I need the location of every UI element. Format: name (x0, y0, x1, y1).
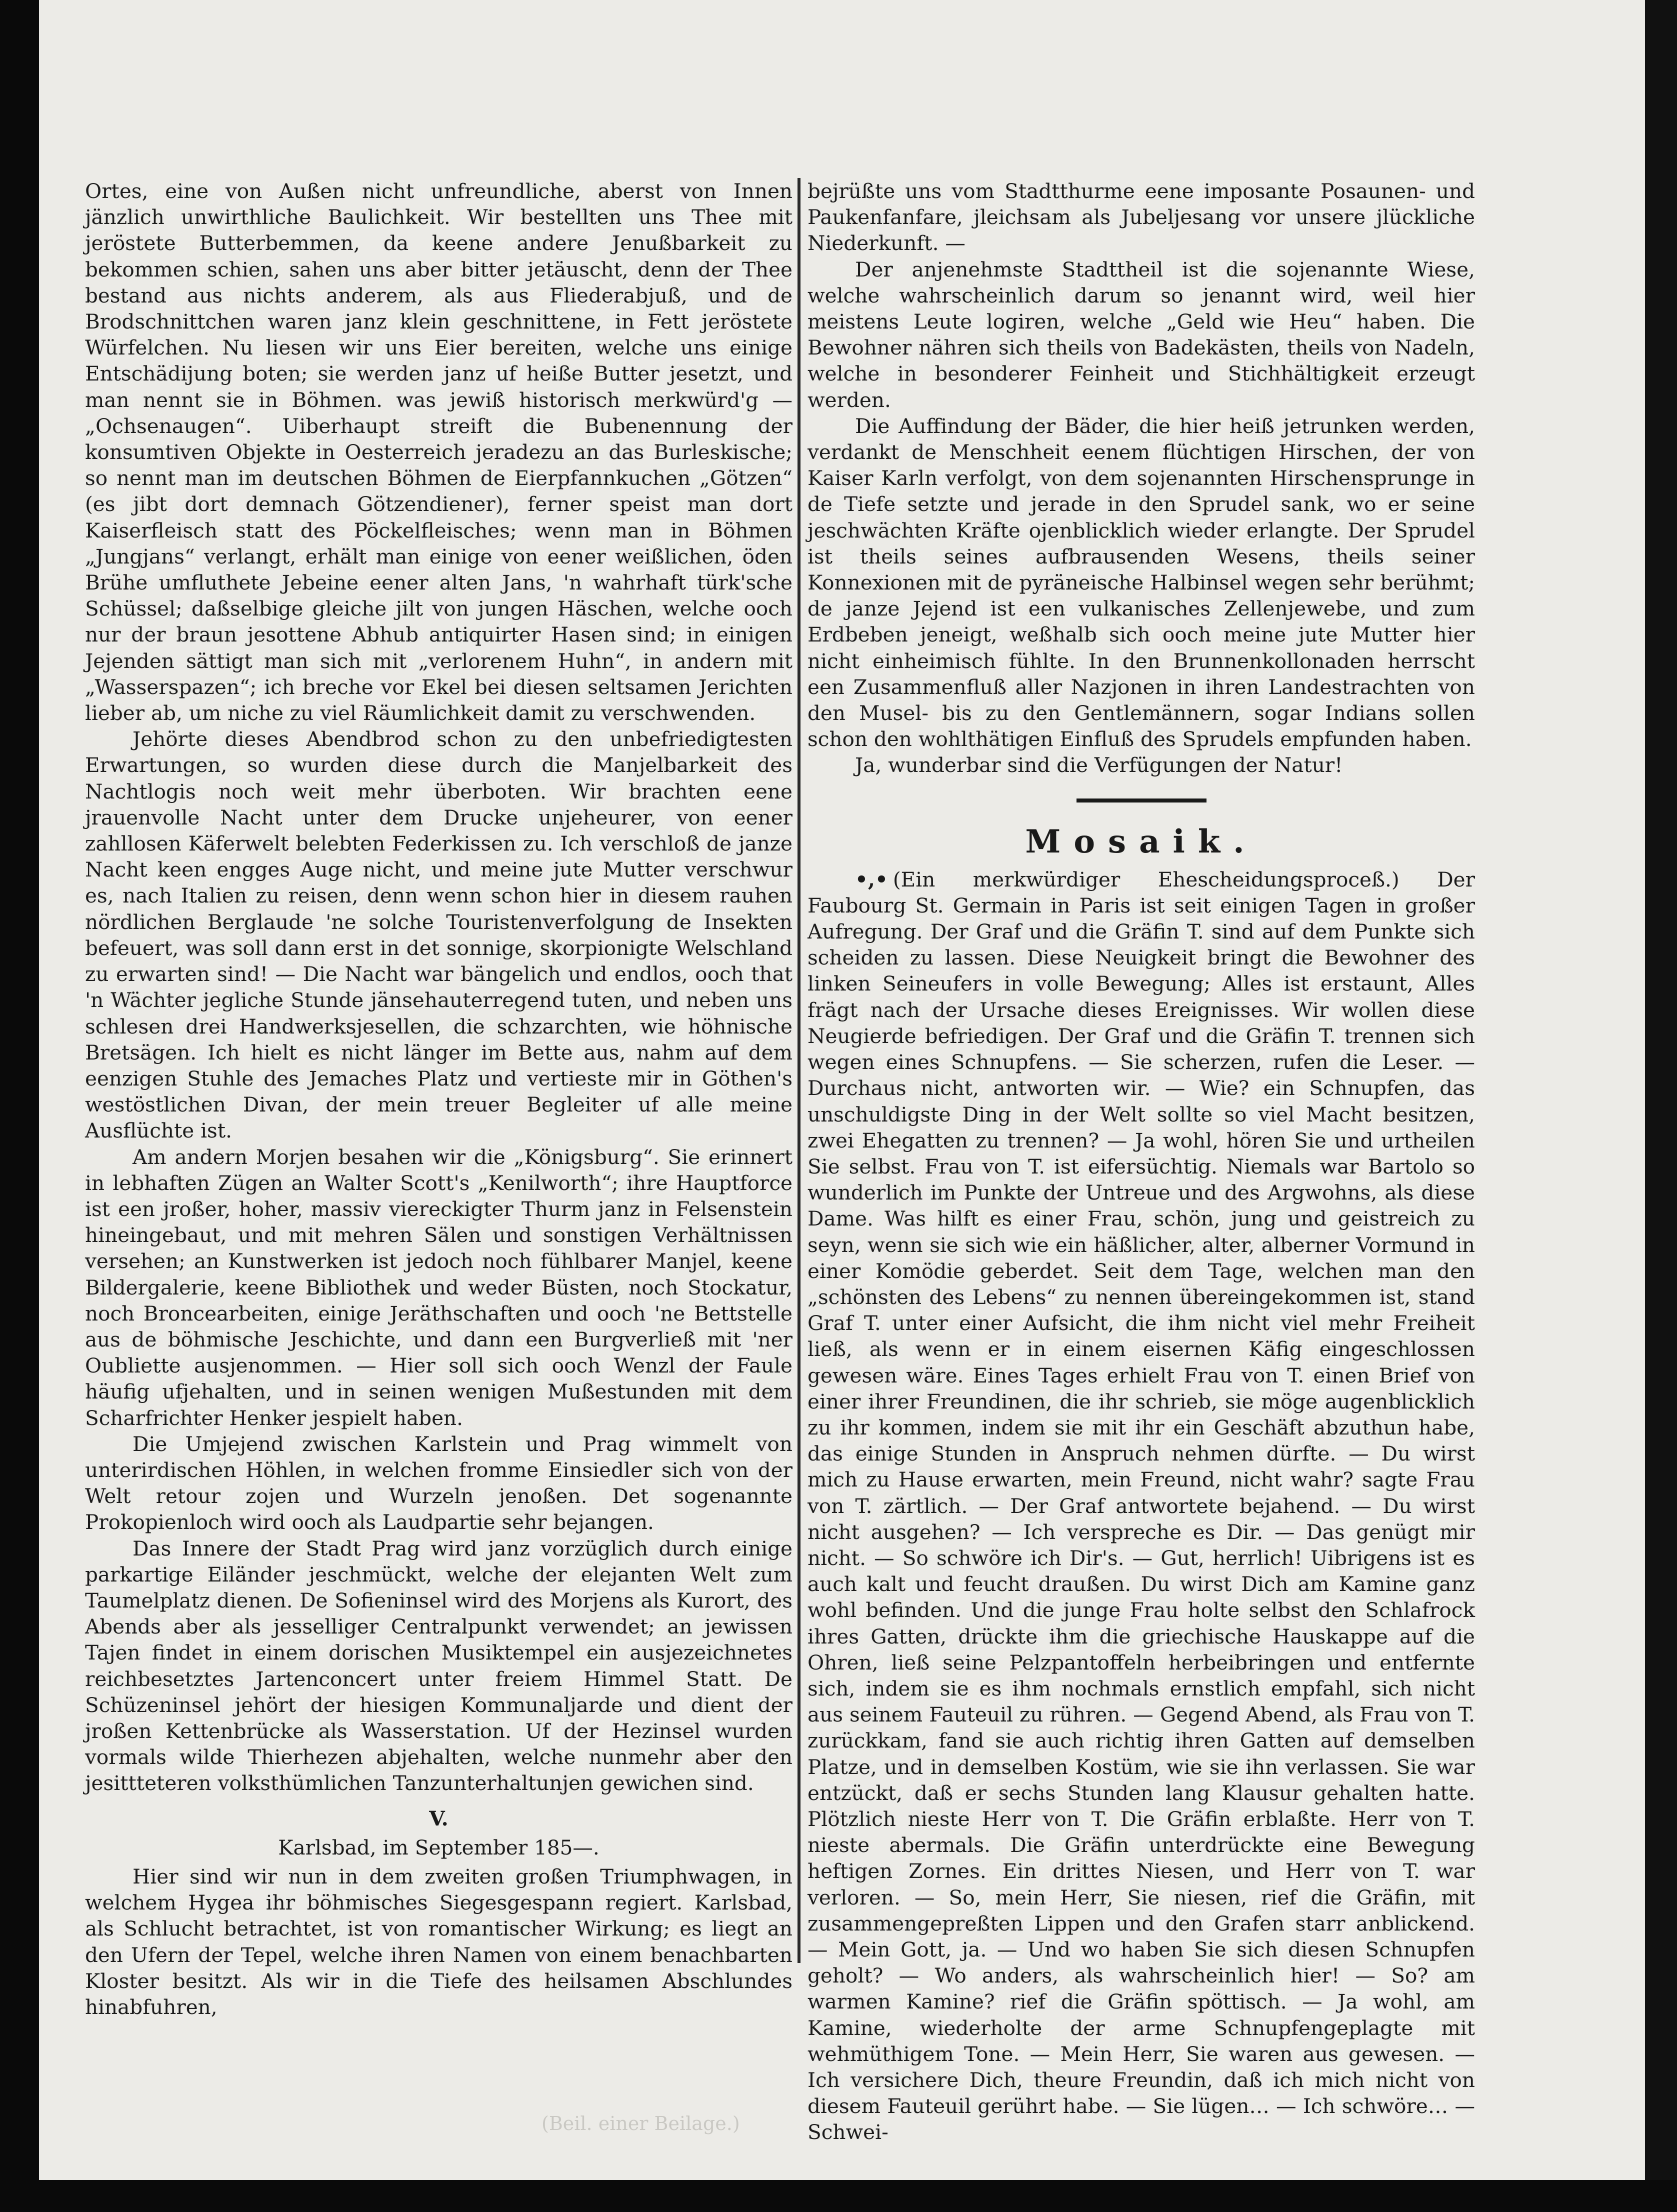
section-number: V. (429, 1806, 448, 1830)
paragraph: Ortes, eine von Außen nicht unfreundliche, aberst von Innen jänzlich unwirthliche Baulichkeit. Wir bestellten uns Thee mit jeröstete Butterbemmen, da keene andere Jenußbarkeit zu bekommen schien, sahen uns aber bitter jetäuscht, denn der Thee bestand aus nichts anderem, als aus Fliederabjuß, und de Brodschnittchen waren janz klein geschnittene, in Fett jeröstete Würfelchen. Nu liesen wir uns Eier bereiten, welche uns einige Entschädijung boten; sie werden janz uf heiße Butter jesetzt, und man nennt sie in Böhmen. was jewiß historisch merkwürd'g — „Ochsenaugen“. Uiberhaupt streift die Bubenennung der konsumtiven Objekte in Oesterreich jeradezu an das Burleskische; so nennt man im deutschen Böhmen de Eierpfannkuchen „Götzen“ (es jibt dort demnach Götzendiener), ferner speist man dort Kaiserfleisch statt des Pöckelfleisches; wenn man in Böhmen „Jungjans“ verlangt, erhält man einige von eener weißlichen, öden Brühe umfluthete Jebeine eener alten Jans, 'n wahrhaft türk'sche Schüssel; daßselbige gleiche jilt von jungen Häschen, welche ooch nur der braun jesottene Abhub antiquirter Hasen sind; in einigen Jejenden sättigt man sich mit „verlorenem Huhn“, in andern mit „Wasserspazen“; ich breche vor Ekel bei diesen seltsamen Jerichten lieber ab, um niche zu viel Räumlichkeit damit zu verschwenden. (85, 179, 792, 726)
scan-edge (1645, 0, 1677, 2212)
column-divider (798, 178, 800, 1963)
paragraph: Ja, wunderbar sind die Verfügungen der Natur! (855, 753, 1343, 778)
paragraph: Jehörte dieses Abendbrod schon zu den unbefriedigtesten Erwartungen, so wurden diese durch die Manjelbarkeit des Nachtlogis noch weit mehr überboten. Wir brachten eene jrauenvolle Nacht unter dem Drucke unjeheurer, von eener zahllosen Käferwelt belebten Federkissen zu. Ich verschloß de janze Nacht keen engges Auge nicht, und meine jute Mutter verschwur es, nach Italien zu reisen, denn wenn schon hier in diesem rauhen nördlichen Berglaude 'ne solche Touristenverfolgung de Insekten befeuert, was soll dann erst in det sonnige, skorpionigte Welschland zu erwarten sind! — Die Nacht war bängelich und endlos, ooch that 'n Wächter jegliche Stunde jänsehauterregend tuten, und neben uns schlesen drei Handwerksjesellen, die schzarchten, wie höhnische Bretsägen. Ich hielt es nicht länger im Bette aus, nahm auf dem eenzigen Stuhle des Jemaches Platz und vertieste mir in Göthen's westöstlichen Divan, der mein treuer Begleiter uf alle meine Ausflüchte ist. (85, 727, 792, 1143)
asterism-icon: •,• (855, 867, 888, 892)
right-column (808, 178, 1475, 2146)
section-place-date: Karlsbad, im September 185—. (278, 1835, 600, 1860)
bleed-through-text: (Beil. einer Beilage.) (542, 2112, 740, 2134)
paragraph-text: (Ein merkwürdiger Ehescheidungsproceß.) Der Faubourg St. Germain in Paris ist seit einigen Tagen in großer Aufregung. Der Graf und die Gräfin T. sind auf dem Punkte sich scheiden zu lassen. Diese Neuigkeit bringt die Bewohner des linken Seineufers in volle Bewegung; Alles ist erstaunt, Alles frägt nach der Ursache dieses Ereignisses. Wir wollen diese Neugierde befriedigen. Der Graf und die Gräfin T. trennen sich wegen eines Schnupfens. — Sie scherzen, rufen die Leser. — Durchaus nicht, antworten wir. — Wie? ein Schnupfen, das unschuldigste Ding in der Welt sollte so viel Macht besitzen, zwei Ehegatten zu trennen? — Ja wohl, hören Sie und urtheilen Sie selbst. Frau von T. ist eifersüchtig. Niemals war Bartolo so wunderlich im Punkte der Untreue und des Argwohns, als diese Dame. Was hilft es einer Frau, schön, jung und geistreich zu seyn, wenn sie sich wie ein häßlicher, alter, alberner Vormund in einer Komödie geberdet. Seit dem Tage, welchen man den „schönsten des Lebens“ zu nennen übereingekommen ist, stand Graf T. unter einer Aufsicht, die ihm nicht viel mehr Freiheit ließ, als wenn er in einem eisernen Käfig eingeschlossen gewesen wäre. Eines Tages erhielt Frau von T. einen Brief von einer ihrer Freundinen, die ihr schrieb, sie möge augenblicklich zu ihr kommen, indem sie mit ihr ein Geschäft abzuthun habe, das einige Stunden in Anspruch nehmen dürfte. — Du wirst mich zu Hause erwarten, mein Freund, nicht wahr? sagte Frau von T. zärtlich. — Der Graf antwortete bejahend. — Du wirst nicht ausgehen? — Ich verspreche es Dir. — Das genügt mir nicht. — So schwöre ich Dir's. — Gut, herrlich! Uibrigens ist es auch kalt und feucht draußen. Du wirst Dich am Kamine ganz wohl befinden. Und die junge Frau holte selbst den Schlafrock ihres Gatten, drückte ihm die griechische Hauskappe auf die Ohren, ließ seine Pelzpantoffeln herbeibringen und entfernte sich, indem sie es ihm nochmals ernstlich empfahl, sich nicht aus seinem Fauteuil zu rühren. — Gegend Abend, als Frau von T. zurückkam, fand sie auch richtig ihren Gatten auf demselben Platze, und in demselben Kostüm, wie sie ihn verlassen. Sie war entzückt, daß er sechs Stunden lang Klausur gehalten hatte. Plötzlich nieste Herr von T. Die Gräfin erblaßte. Herr von T. nieste abermals. Die Gräfin unterdrückte eine Bewegung heftigen Zornes. Ein drittes Niesen, und Herr von T. war verloren. — So, mein Herr, Sie niesen, rief die Gräfin, mit zusammengepreßten Lippen und den Grafen starr anblickend. — Mein Gott, ja. — Und wo haben Sie sich diesen Schnupfen geholt? — Wo anders, als wahrscheinlich hier! — So? am warmen Kamine? rief die Gräfin spöttisch. — Ja wohl, am Kamine, wiederholte der arme Schnupfengeplagte mit wehmüthigem Tone. — Mein Herr, Sie waren aus gewesen. — Ich versichere Dich, theure Freundin, daß ich mich nicht von diesem Fauteuil gerührt habe. — Sie lügen… — Ich schwöre… — Schwei- (808, 867, 1475, 2144)
scan-edge-bottom (0, 2180, 1677, 2212)
paragraph: Das Innere der Stadt Prag wird janz vorzüglich durch einige parkartige Eiländer jeschmückt, welche der elejanten Welt zum Taumelplatz dienen. De Sofieninsel wird des Morjens als Kurort, des Abends aber als jesselliger Centralpunkt verwendet; an jewissen Tajen findet in einem dorischen Musiktempel ein ausjezeichnetes reichbesetztes Jartenconcert unter freiem Himmel Statt. De Schüzeninsel jehört der hiesigen Kommunaljarde und dient der jroßen Kettenbrücke als Wasserstation. Uf der Hezinsel wurden vormals wilde Thierhezen abjehalten, welche nunmehr aber den jesittteteren volksthümlichen Tanzunterhaltunjen gewichen sind. (85, 1536, 792, 1796)
paragraph: Der anjenehmste Stadttheil ist die sojenannte Wiese, welche wahrscheinlich darum so jenannt wird, weil hier meistens Leute logiren, welche „Geld wie Heu“ haben. Die Bewohner nähren sich theils von Badekästen, theils von Nadeln, welche in besonderer Feinheit und Stichhältigkeit erzeugt werden. (808, 257, 1475, 412)
paragraph: Die Auffindung der Bäder, die hier heiß jetrunken werden, verdankt de Menschheit eenem flüchtigen Hirschen, der von Kaiser Karln verfolgt, von dem sojenannten Hirschensprunge in de Tiefe setzte und jerade in den Sprudel sank, wo er seine jeschwächten Kräfte ojenblicklich wieder erlangte. Der Sprudel ist theils seines aufbrausenden Wesens, theils seiner Konnexionen mit de pyräneische Halbinsel wegen sehr berühmt; de janze Jejend ist een vulkanisches Zellenjewebe, und zum Erdbeben jeneigt, weßhalb sich ooch meine jute Mutter hier nicht einheimisch fühlte. In den Brunnenkollonaden herrscht een Zusammenfluß aller Nazjonen in ihren Landestrachten von den Musel- bis zu den Gentlemännern, sogar Indians sollen schon den wohlthätigen Einfluß des Sprudels empfunden haben. (808, 414, 1475, 752)
paragraph: bejrüßte uns vom Stadtthurme eene imposante Posaunen- und Paukenfanfare, jleichsam als Jubeljesang vor unsere jlückliche Niederkunft. — (808, 179, 1475, 256)
section-divider-rule (1076, 798, 1206, 802)
paragraph: Die Umjejend zwischen Karlstein und Prag wimmelt von unterirdischen Höhlen, in welchen fromme Einsiedler sich von der Welt retour zojen und Wurzeln jenoßen. Det sogenannte Prokopienloch wird ooch als Laudpartie sehr bejangen. (85, 1432, 792, 1534)
section-title: Mosaik. (1025, 822, 1258, 860)
paragraph: Hier sind wir nun in dem zweiten großen Triumphwagen, in welchem Hygea ihr böhmisches Siegesgespann regiert. Karlsbad, als Schlucht betrachtet, ist von romantischer Wirkung; es liegt an den Ufern der Tepel, welche ihren Namen von einem benachbarten Kloster besitzt. Als wir in die Tiefe des heilsamen Abschlundes hinabfuhren, (85, 1864, 792, 2020)
left-column (85, 178, 792, 2020)
paragraph: Am andern Morjen besahen wir die „Königsburg“. Sie erinnert in lebhaften Zügen an Walter Scott's „Kenilworth“; ihre Hauptforce ist een jroßer, hoher, massiv viereckigter Thurm janz in Felsenstein hineingebaut, und mit mehren Sälen und sonstigen Verhältnissen versehen; an Kunstwerken ist jedoch noch fühlbarer Manjel, keene Bildergalerie, keene Bibliothek und weder Büsten, noch Stockatur, noch Broncearbeiten, einige Jeräthschaften und ooch 'ne Bettstelle aus de böhmische Jeschichte, und dann een Burgverließ mit 'ner Oubliette ausjenommen. — Hier soll sich ooch Wenzl der Faule häufig ufjehalten, und in seinen wenigen Mußestunden mit dem Scharfrichter Henker jespielt haben. (85, 1144, 792, 1430)
paragraph (808, 866, 1475, 2146)
